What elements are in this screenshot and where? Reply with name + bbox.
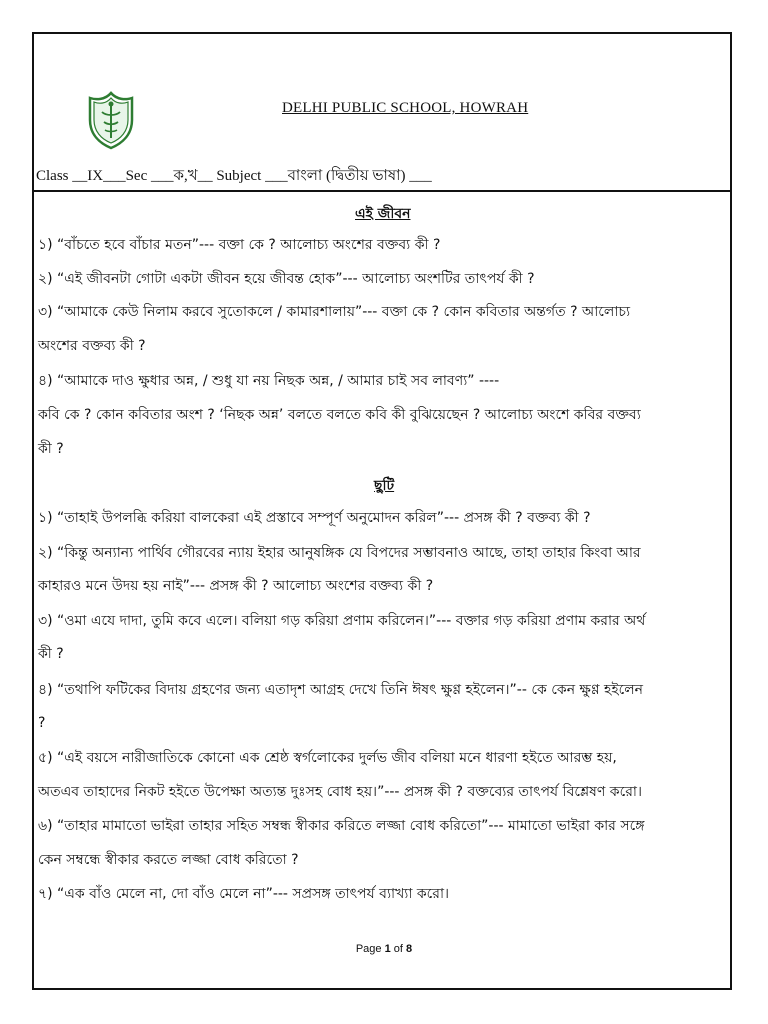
question-line: ?: [38, 715, 46, 731]
question-line: ৬) “তাহার মামাতো ভাইরা তাহার সহিত সম্বন্ধ স্বীকার করিতে লজ্জা বোধ করিতো”--- মামাতো ভাইরা কার সঙ্গে: [38, 818, 645, 834]
question-line: অতএব তাহাদের নিকট হইতে উপেক্ষা অত্যন্ত দুঃসহ বোধ হয়।”--- প্রসঙ্গ কী ? বক্তব্যের তাৎপর্য বিশ্লেষণ করো।: [38, 784, 642, 800]
question-line: ২) “কিন্তু অন্যান্য পার্থিব গৌরবের ন্যায় ইহার আনুষঙ্গিক যে বিপদের সম্ভাবনাও আছে, তাহা তাহার কিংবা আর: [38, 545, 641, 561]
page-of: of: [390, 943, 407, 955]
question-line: কী ?: [38, 441, 64, 457]
question-line: অংশের বক্তব্য কী ?: [38, 338, 146, 354]
section-title-ei-jibon: এই জীবন: [355, 206, 411, 222]
school-logo-icon: [86, 90, 136, 150]
question-line: ২) “এই জীবনটা গোটা একটা জীবন হয়ে জীবন্ত হোক”--- আলোচ্য অংশটির তাৎপর্য কী ?: [38, 271, 535, 287]
page-prefix: Page: [355, 943, 385, 955]
page-current: 1: [384, 943, 391, 955]
question-line: কেন সম্বন্ধে স্বীকার করতে লজ্জা বোধ করিতো ?: [38, 852, 299, 868]
question-line: ৪) “তথাপি ফটিকের বিদায় গ্রহণের জন্য এতাদৃশ আগ্রহ দেখে তিনি ঈষৎ ক্ষুণ্ণ হইলেন।”-- কে কেন ক্ষুণ্ণ হইলেন: [38, 682, 644, 698]
page-number: [0, 943, 768, 955]
class-subject-line: Class __IX___Sec ___ক,খ__ Subject ___বাংলা (দ্বিতীয় ভাষা) ___: [36, 168, 432, 184]
question-line: ৭) “এক বাঁও মেলে না, দো বাঁও মেলে না”--- সপ্রসঙ্গ তাৎপর্য ব্যাখ্যা করো।: [38, 886, 450, 902]
question-line: ১) “বাঁচতে হবে বাঁচার মতন”--- বক্তা কে ? আলোচ্য অংশের বক্তব্য কী ?: [38, 237, 441, 253]
question-line: কবি কে ? কোন কবিতার অংশ ? ‘নিছক অন্ন’ বলতে বলতে কবি কী বুঝিয়েছেন ? আলোচ্য অংশে কবির বক্তব্য: [38, 407, 641, 423]
question-line: ৩) “আমাকে কেউ নিলাম করবে সুতোকলে / কামারশালায়”--- বক্তা কে ? কোন কবিতার অন্তর্গত ? আলোচ্য: [38, 304, 631, 320]
question-line: ৩) “ওমা এযে দাদা, তুমি কবে এলে। বলিয়া গড় করিয়া প্রণাম করিলেন।”--- বক্তার গড় করিয়া প্রণাম করার অর্থ: [38, 613, 646, 629]
question-line: কাহারও মনে উদয় হয় নাই”--- প্রসঙ্গ কী ? আলোচ্য অংশের বক্তব্য কী ?: [38, 578, 434, 594]
question-line: ৫) “এই বয়সে নারীজাতিকে কোনো এক শ্রেষ্ঠ স্বর্গলোকের দুর্লভ জীব বলিয়া মনে ধারণা হইতে আরম্ভ হয়,: [38, 750, 617, 766]
question-line: ১) “তাহাই উপলব্ধি করিয়া বালকেরা এই প্রস্তাবে সম্পূর্ণ অনুমোদন করিল”--- প্রসঙ্গ কী ? বক্তব্য কী ?: [38, 510, 591, 526]
question-line: কী ?: [38, 646, 64, 662]
school-name: DELHI PUBLIC SCHOOL, HOWRAH: [282, 100, 529, 116]
header-divider: [34, 190, 730, 192]
question-line: ৪) “আমাকে দাও ক্ষুধার অন্ন, / শুধু যা নয় নিছক অন্ন, / আমার চাই সব লাবণ্য” ----: [38, 373, 500, 389]
page-total: 8: [406, 943, 413, 955]
section-title-chhuti: ছুটি: [374, 478, 395, 494]
